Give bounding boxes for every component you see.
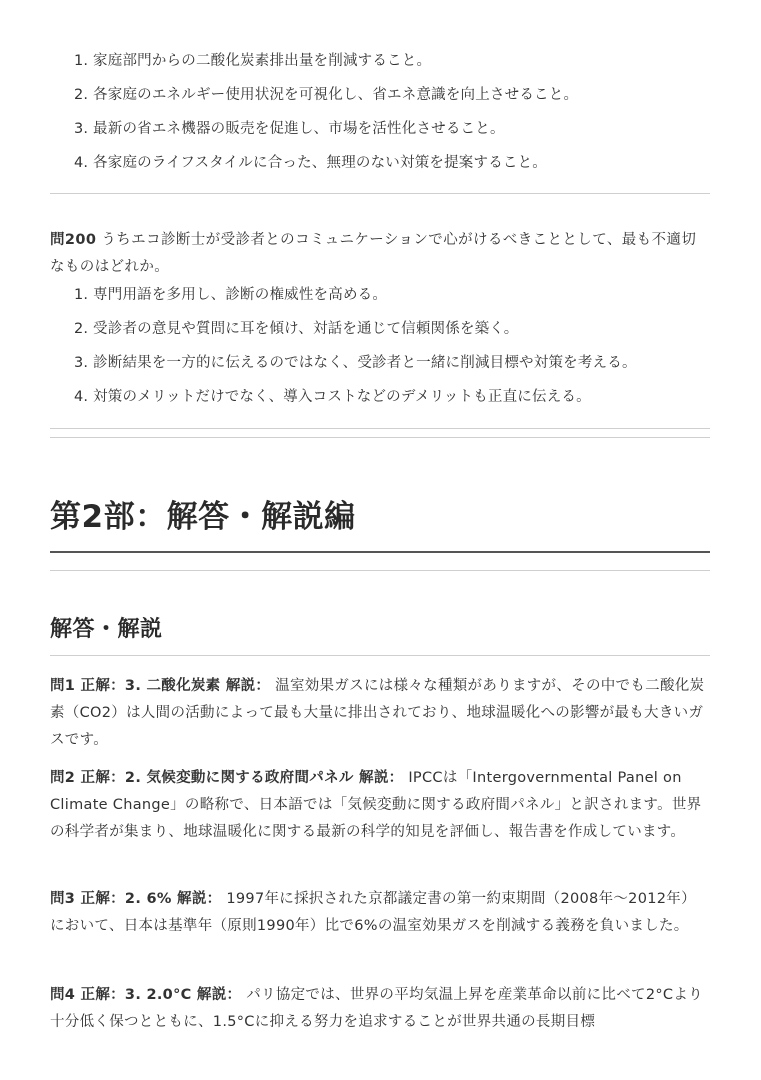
- option-item: 1. 専門用語を多用し、診断の権威性を高める。: [74, 287, 388, 303]
- part-title-underline: [50, 551, 710, 553]
- question-text: うちエコ診断士が受診者とのコミュニケーションで心がけるべきこととして、最も不適切なものはどれか。: [50, 231, 697, 275]
- option-item: 1. 家庭部門からの二酸化炭素排出量を削減すること。: [74, 53, 432, 69]
- part-title: 第2部：解答・解説編: [50, 499, 356, 535]
- answer-lead: 問4 正解：3. 2.0°C 解説：: [50, 987, 242, 1003]
- section-title-underline: [50, 655, 710, 656]
- question-200: [50, 227, 710, 281]
- question-number: 問200: [50, 231, 97, 248]
- answer-item: [50, 765, 710, 846]
- option-item: 2. 各家庭のエネルギー使用状況を可視化し、省エネ意識を向上させること。: [74, 87, 579, 103]
- answer-item: [50, 886, 710, 940]
- answer-text: パリ協定では、世界の平均気温上昇を産業革命以前に比べて2°Cより十分低く保つとともに、1.5°Cに抑える努力を追求することが世界共通の長期目標: [50, 987, 703, 1030]
- divider: [50, 428, 710, 429]
- option-item: 4. 各家庭のライフスタイルに合った、無理のない対策を提案すること。: [74, 155, 548, 171]
- answer-text: IPCCは「Intergovernmental Panel on Climate Change」の略称で、日本語では「気候変動に関する政府間パネル」と訳されます。世界の科学者が集まり、地球温暖化に関する最新の科学的知見を評価し、報告書を作成しています。: [50, 770, 702, 840]
- option-item: 3. 最新の省エネ機器の販売を促進し、市場を活性化させること。: [74, 121, 505, 137]
- answer-lead: 問3 正解：2. 6% 解説：: [50, 891, 222, 907]
- prev-question-options: [50, 51, 578, 187]
- answer-text: 1997年に採択された京都議定書の第一約束期間（2008年〜2012年）において、日本は基準年（原則1990年）比で6%の温室効果ガスを削減する義務を負いました。: [50, 891, 696, 934]
- option-item: 2. 受診者の意見や質問に耳を傾け、対話を通じて信頼関係を築く。: [74, 321, 519, 337]
- answer-lead: 問2 正解：2. 気候変動に関する政府間パネル 解説：: [50, 770, 404, 786]
- divider: [50, 437, 710, 438]
- section-title: 解答・解説: [50, 617, 163, 642]
- question-200-options: [50, 285, 637, 421]
- divider: [50, 193, 710, 194]
- answer-text: 温室効果ガスには様々な種類がありますが、その中でも二酸化炭素（CO2）は人間の活動によって最も大量に排出されており、地球温暖化への影響が最も大きいガスです。: [50, 678, 705, 748]
- answer-lead: 問1 正解：3. 二酸化炭素 解説：: [50, 678, 271, 694]
- option-item: 4. 対策のメリットだけでなく、導入コストなどのデメリットも正直に伝える。: [74, 389, 591, 405]
- divider: [50, 570, 710, 571]
- answer-item: [50, 982, 710, 1036]
- answer-item: [50, 673, 710, 754]
- option-item: 3. 診断結果を一方的に伝えるのではなく、受診者と一緒に削減目標や対策を考える。: [74, 355, 637, 371]
